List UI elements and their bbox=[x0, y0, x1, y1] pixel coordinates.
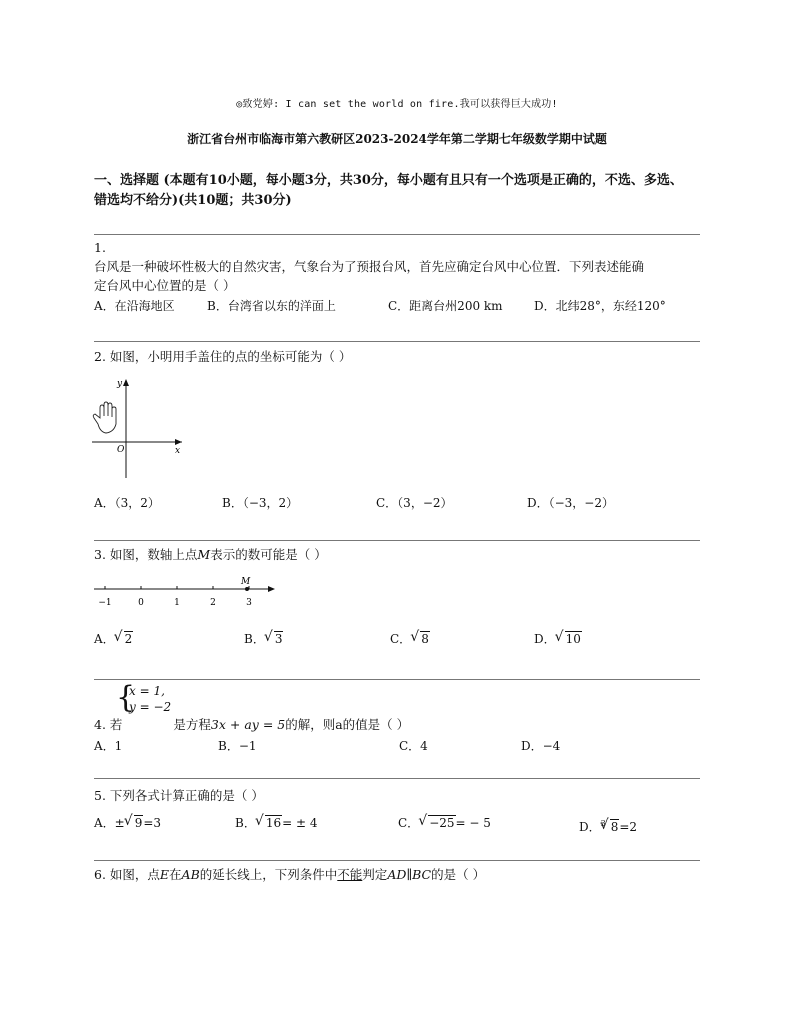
y-axis-label: y bbox=[117, 379, 123, 389]
section-heading-line2: 错选均不给分)(共10题；共30分) bbox=[94, 193, 292, 208]
question-1-line1: 台风是一种破坏性极大的自然灾害，气象台为了预报台风，首先应确定台风中心位置．下列表述能确 bbox=[94, 259, 645, 274]
question-2-stem: 2. 如图，小明用手盖住的点的坐标可能为（ ） bbox=[94, 349, 352, 364]
q4-option-a[interactable]: A．1 bbox=[94, 739, 123, 753]
divider bbox=[94, 540, 700, 541]
number-line-tick-label: 1 bbox=[174, 598, 180, 608]
q4-option-d[interactable]: D．−4 bbox=[521, 739, 561, 753]
hand-icon bbox=[93, 402, 116, 433]
q3-option-b[interactable]: B．√ 3 bbox=[244, 630, 283, 649]
q5-option-a[interactable]: A．±√ 9=3 bbox=[94, 814, 161, 833]
number-line-arrow bbox=[268, 586, 275, 592]
point-m bbox=[245, 587, 249, 591]
x-axis-label: x bbox=[175, 446, 181, 456]
number-line-tick-label: −1 bbox=[98, 598, 112, 608]
q1-option-c[interactable]: C．距离台州200 km bbox=[388, 299, 503, 313]
q1-option-b[interactable]: B．台湾省以东的洋面上 bbox=[207, 299, 336, 313]
q2-option-d[interactable]: D．（−3，−2） bbox=[527, 496, 615, 510]
q5-option-c[interactable]: C．√ −25= − 5 bbox=[398, 814, 491, 833]
question-1-line2: 定台风中心位置的是（ ） bbox=[94, 278, 236, 293]
equation-system bbox=[116, 680, 172, 715]
q5-option-d[interactable]: D．$^3$√ 8=2 bbox=[579, 814, 637, 837]
divider bbox=[94, 778, 700, 779]
question-2 bbox=[94, 347, 706, 366]
q2-option-b[interactable]: B．（−3，2） bbox=[222, 496, 299, 510]
divider bbox=[94, 679, 700, 680]
q4-option-b[interactable]: B．−1 bbox=[218, 739, 257, 753]
point-m-label: M bbox=[241, 577, 251, 587]
q2-option-a[interactable]: A．（3，2） bbox=[94, 496, 160, 510]
system-line2: y = −2 bbox=[129, 700, 172, 714]
system-brace: { bbox=[116, 680, 136, 715]
number-line-tick-label: 0 bbox=[138, 598, 144, 608]
number-line bbox=[92, 574, 278, 610]
question-6-stem: 6. 如图，点E在AB的延长线上，下列条件中不能判定AD∥BC的是（ ） bbox=[94, 867, 486, 882]
origin-label: O bbox=[117, 445, 125, 455]
q3-option-d[interactable]: D．√ 10 bbox=[534, 630, 582, 649]
negation-underline: 不能 bbox=[337, 867, 363, 882]
section-heading-line1: 一、选择题 (本题有10小题，每小题3分，共30分，每小题有且只有一个选项是正确的，不选、多选、 bbox=[94, 173, 683, 188]
divider bbox=[94, 860, 700, 861]
divider bbox=[94, 234, 700, 235]
q2-option-c[interactable]: C．（3，−2） bbox=[376, 496, 453, 510]
number-line-tick-label: 3 bbox=[246, 598, 252, 608]
page-title: 浙江省台州市临海市第六教研区2023-2024学年第二学期七年级数学期中试题 bbox=[187, 132, 607, 146]
q2-options bbox=[94, 494, 706, 514]
question-5-stem: 5. 下列各式计算正确的是（ ） bbox=[94, 788, 264, 803]
q3-option-a[interactable]: A．√ 2 bbox=[94, 630, 133, 649]
q4-options bbox=[94, 737, 706, 757]
q1-option-a[interactable]: A．在沿海地区 bbox=[94, 299, 175, 313]
question-4-stem: 4. 若 是方程3x + ay = 5的解，则a的值是（ ） bbox=[94, 717, 410, 732]
number-line-tick-label: 2 bbox=[210, 598, 216, 608]
question-3 bbox=[94, 545, 706, 564]
y-axis-arrow bbox=[123, 379, 129, 386]
system-line1: x = 1, bbox=[129, 684, 165, 698]
q5-options bbox=[94, 814, 706, 836]
page-banner: ◎致党婷: I can set the world on fire.我可以获得巨大成功! bbox=[236, 99, 558, 110]
question-3-stem: 3. 如图，数轴上点M表示的数可能是（ ） bbox=[94, 547, 327, 562]
x-axis-arrow bbox=[175, 439, 182, 445]
section-heading bbox=[94, 171, 704, 211]
coordinate-figure bbox=[90, 376, 200, 482]
divider bbox=[94, 341, 700, 342]
question-1 bbox=[94, 238, 706, 319]
q5-option-b[interactable]: B．√ 16= ± 4 bbox=[235, 814, 317, 833]
q4-option-c[interactable]: C．4 bbox=[399, 739, 428, 753]
q3-option-c[interactable]: C．√ 8 bbox=[390, 630, 430, 649]
q1-option-d[interactable]: D．北纬28°，东经120° bbox=[534, 299, 666, 313]
q3-options bbox=[94, 630, 706, 652]
question-1-number: 1. bbox=[94, 240, 106, 255]
